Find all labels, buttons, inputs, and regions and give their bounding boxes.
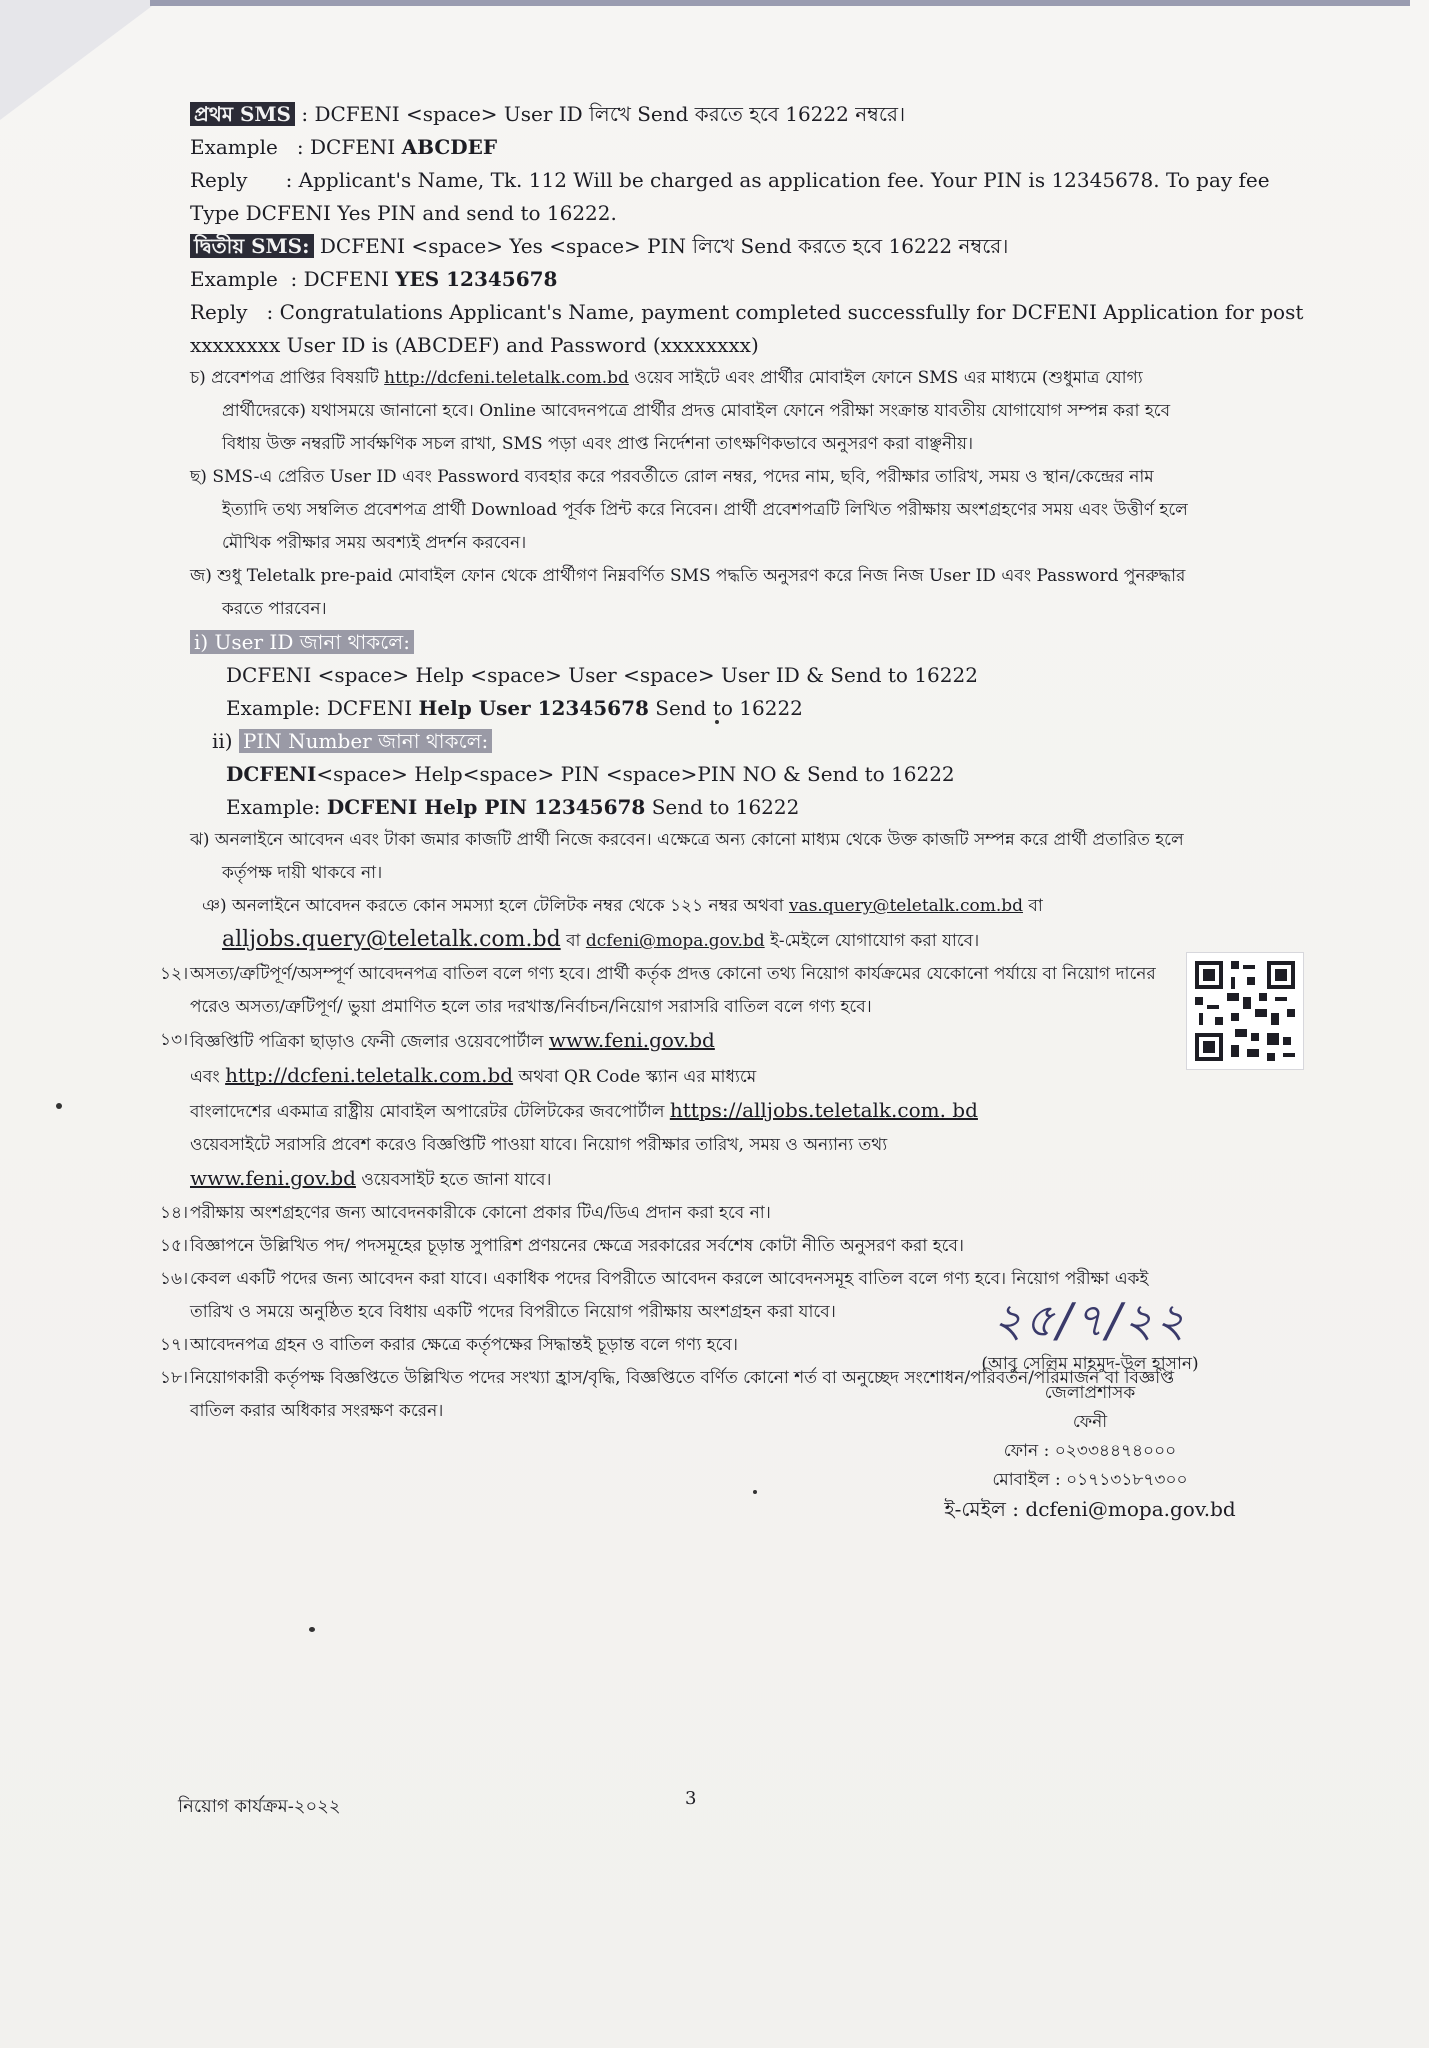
dcfeni-teletalk-link[interactable]: http://dcfeni.teletalk.com.bd [225, 1063, 514, 1087]
sms1-reply-cont: Type DCFENI Yes PIN and send to 16222. [190, 201, 617, 225]
item-ja: জ) শুধু Teletalk pre-paid মোবাইল ফোন থেকে প্রার্থীগণ নিম্নবর্ণিত SMS পদ্ধতি অনুসরণ করে নিজ নিজ User ID এবং Password পুনরুদ্ধার করতে পারবেন। [190, 566, 1186, 619]
sms1-reply: Reply : Applicant's Name, Tk. 112 Will be charged as application fee. Your PIN is 12345678. To pay fee [190, 168, 1270, 192]
item-17: ১৭। আবেদনপত্র গ্রহন ও বাতিল করার ক্ষেত্রে কর্তৃপক্ষের সিদ্ধান্তই চূড়ান্ত বলে গণ্য হবে। [160, 1335, 738, 1355]
feni-portal-link-2[interactable]: www.feni.gov.bd [190, 1166, 356, 1190]
scan-speck [753, 1490, 757, 1494]
sms1-instruction: প্রথম SMS : DCFENI <space> User ID লিখে Send করতে হবে 16222 নম্বরে। [190, 98, 1310, 131]
recover-user-id-command: DCFENI <space> Help <space> User <space> User ID & Send to 16222 [226, 663, 978, 687]
recover-pin-heading: ii) PIN Number জানা থাকলে: [190, 725, 1310, 758]
item-12: ১২। অসত্য/ত্রুটিপূর্ণ/অসম্পূর্ণ আবেদনপত্র বাতিল বলে গণ্য হবে। প্রার্থী কর্তৃক প্রদত্ত কোনো তথ্য নিয়োগ কার্যক্রমের যেকোনো পর্যায়ে বা নিয়োগ দানের পরেও অসত্য/ত্রুটিপূর্ণ/ ভুয়া প্রমাণিত হলে তার দরখাস্ত/নির্বাচন/নিয়োগ সরাসরি বাতিল বলে গণ্য হবে। [160, 964, 1156, 1017]
qr-code[interactable] [1186, 952, 1304, 1070]
signatory-district: ফেনী [1072, 1412, 1108, 1432]
item-jha: ঝ) অনলাইনে আবেদন এবং টাকা জমার কাজটি প্রার্থী নিজে করবেন। এক্ষেত্রে অন্য কোনো মাধ্যম থেকে উক্ত কাজটি সম্পন্ন করে প্রার্থী প্রতারিত হলে কর্তৃপক্ষ দায়ী থাকবে না। [190, 830, 1184, 883]
sms1-label: প্রথম SMS [190, 102, 295, 126]
page-top-edge [150, 0, 1410, 6]
sms1-example: Example : DCFENI ABCDEF [190, 135, 498, 159]
footer-label: নিয়োগ কার্যক্রম-২০২২ [178, 1796, 341, 1817]
item-16: ১৬। কেবল একটি পদের জন্য আবেদন করা যাবে। একাধিক পদের বিপরীতে আবেদন করলে আবেদনসমূহ বাতিল বলে গণ্য হবে। নিয়োগ পরীক্ষা একই তারিখ ও সময়ে অনুষ্ঠিত হবে বিধায় একটি পদের বিপরীতে নিয়োগ পরীক্ষায় অংশগ্রহন করা যাবে। [160, 1269, 1149, 1322]
signatory-phone: ফোন : ০২৩৩৪৪৭৪০০০ [1003, 1441, 1177, 1461]
signature-scribble: ২৫/৭/২২ [992, 1293, 1188, 1347]
item-cha: চ) প্রবেশপত্র প্রাপ্তির বিষয়টি http://dcfeni.teletalk.com.bd ওয়েব সাইটে এবং প্রার্থীর মোবাইল ফোনে SMS এর মাধ্যমে (শুধুমাত্র যোগ্য প্রার্থীদেরকে) যথাসময়ে জানানো হবে। Online আবেদনপত্রে প্রার্থীর প্রদত্ত মোবাইল ফোনে পরীক্ষা সংক্রান্ত যাবতীয় যোগাযোগ সম্পন্ন করা হবে বিধায় উক্ত নম্বরটি সার্বক্ষণিক সচল রাখা, SMS পড়া এবং প্রাপ্ত নির্দেশনা তাৎক্ষণিকভাবে অনুসরণ করা বাঞ্ছনীয়। [190, 368, 1171, 454]
recover-pin-example: Example: DCFENI Help PIN 12345678 Send to 16222 [226, 795, 800, 819]
scan-speck [715, 720, 719, 724]
sms2-example: Example : DCFENI YES 12345678 [190, 267, 558, 291]
item-14: ১৪। পরীক্ষায় অংশগ্রহণের জন্য আবেদনকারীকে কোনো প্রকার টিএ/ডিএ প্রদান করা হবে না। [160, 1203, 771, 1223]
recover-user-id-example: Example: DCFENI Help User 12345678 Send to 16222 [226, 696, 803, 720]
item-18: ১৮। নিয়োগকারী কর্তৃপক্ষ বিজ্ঞপ্তিতে উল্লিখিত পদের সংখ্যা হ্রাস/বৃদ্ধি, বিজ্ঞপ্তিতে বর্ণিত কোনো শর্ত বা অনুচ্ছেদ সংশোধন/পরিবর্তন/পরিমার্জন বা বিজ্ঞপ্তি বাতিল করার অধিকার সংরক্ষণ করেন। [160, 1368, 1175, 1421]
sms2-label: দ্বিতীয় SMS: [190, 234, 314, 258]
sms2-reply-cont: xxxxxxxx User ID is (ABCDEF) and Password (xxxxxxxx) [190, 333, 759, 357]
item-chha: ছ) SMS-এ প্রেরিত User ID এবং Password ব্যবহার করে পরবর্তীতে রোল নম্বর, পদের নাম, ছবি, পরীক্ষার তারিখ, সময় ও স্থান/কেন্দ্রের নাম ইত্যাদি তথ্য সম্বলিত প্রবেশপত্র প্রার্থী Download পূর্বক প্রিন্ট করে নিবেন। প্রার্থী প্রবেশপত্রটি লিখিত পরীক্ষায় অংশগ্রহণের সময় এবং উত্তীর্ণ হলে মৌখিক পরীক্ষার সময় অবশ্যই প্রদর্শন করবেন। [190, 467, 1188, 553]
signatory-name: (আবু সেলিম মাহমুদ-উল হাসান) [981, 1354, 1199, 1374]
teletalk-link[interactable]: http://dcfeni.teletalk.com.bd [384, 368, 629, 388]
signatory-title: জেলাপ্রশাসক [1044, 1383, 1136, 1403]
alljobs-query-email[interactable]: alljobs.query@teletalk.com.bd [222, 927, 561, 952]
signature-block [940, 1290, 1240, 1524]
vas-query-email[interactable]: vas.query@teletalk.com.bd [788, 896, 1023, 916]
sms2-instruction: দ্বিতীয় SMS: DCFENI <space> Yes <space> PIN লিখে Send করতে হবে 16222 নম্বরে। [190, 230, 1310, 263]
item-15: ১৫। বিজ্ঞাপনে উল্লিখিত পদ/ পদসমূহের চূড়ান্ত সুপারিশ প্রণয়নের ক্ষেত্রে সরকারের সর্বশেষ কোটা নীতি অনুসরণ করা হবে। [160, 1236, 965, 1256]
document-body [160, 98, 1310, 1428]
recover-pin-command: DCFENI<space> Help<space> PIN <space>PIN NO & Send to 16222 [226, 762, 955, 786]
scan-speck [309, 1627, 315, 1632]
sms2-reply: Reply : Congratulations Applicant's Name, payment completed successfully for DCFENI Application for post [190, 300, 1304, 324]
recover-user-id-heading: i) User ID জানা থাকলে: [190, 626, 1310, 659]
page-number: 3 [685, 1788, 697, 1809]
feni-portal-link[interactable]: www.feni.gov.bd [548, 1028, 715, 1052]
dcfeni-email[interactable]: dcfeni@mopa.gov.bd [585, 931, 765, 951]
scan-speck [56, 1103, 62, 1109]
item-nya: ঞ) অনলাইনে আবেদন করতে কোন সমস্যা হলে টেলিটক নম্বর থেকে ১২১ নম্বর অথবা vas.query@teletalk.com.bd বা alljobs.query@teletalk.com.bd বা dcfeni@mopa.gov.bd ই-মেইলে যোগাযোগ করা যাবে। [202, 896, 1043, 952]
page-fold-shadow [0, 0, 160, 120]
alljobs-portal-link[interactable]: https://alljobs.teletalk.com. bd [669, 1098, 978, 1122]
item-13: ১৩। বিজ্ঞপ্তিটি পত্রিকা ছাড়াও ফেনী জেলার ওয়েবপোর্টাল www.feni.gov.bd এবং http://dcfeni.teletalk.com.bd অথবা QR Code স্ক্যান এর মাধ্যমে বাংলাদেশের একমাত্র রাষ্ট্রীয় মোবাইল অপারেটর টেলিটকের জবপোর্টাল https://alljobs.teletalk.com. bd ওয়েবসাইটে সরাসরি প্রবেশ করেও বিজ্ঞপ্তিটি পাওয়া যাবে। নিয়োগ পরীক্ষার তারিখ, সময় ও অন্যান্য তথ্য www.feni.gov.bd ওয়েবসাইট হতে জানা যাবে। [160, 1028, 978, 1190]
qr-code-graphic [1187, 953, 1303, 1069]
signatory-mobile: মোবাইল : ০১৭১৩১৮৭৩০০ [992, 1470, 1188, 1490]
signatory-email: ই-মেইল : dcfeni@mopa.gov.bd [944, 1497, 1236, 1521]
